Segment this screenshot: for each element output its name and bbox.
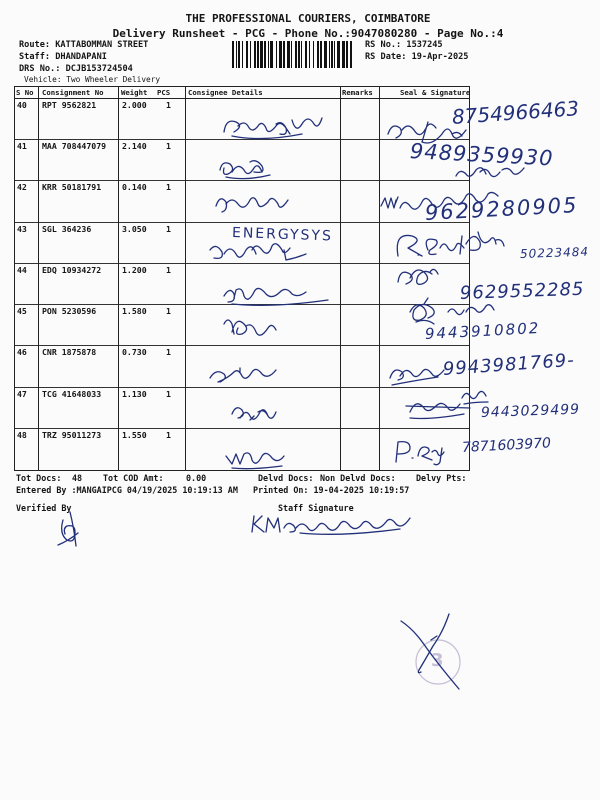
printed-on: Printed On: 19-04-2025 10:19:57 (253, 485, 410, 495)
consignment-number-cell: TCG 41648033 (42, 388, 102, 399)
barcode-bar (309, 41, 310, 68)
pieces-cell: 1 (166, 100, 171, 110)
consignee-note-43: ENERGYSYS (231, 225, 334, 245)
serial-number-cell: 48 (17, 429, 27, 440)
barcode-bar (324, 41, 327, 68)
barcode-bar (295, 41, 297, 68)
stamp-number: 3 (431, 650, 444, 671)
consignment-number-cell: MAA 708447079 (42, 141, 107, 152)
barcode-bar (301, 41, 302, 68)
consignment-number-cell: CNR 1875878 (42, 347, 97, 358)
seal-phone-note-46: 9943981769- (442, 349, 576, 380)
delvy-pts-label: Delvy Pts: (416, 473, 467, 483)
barcode-bar (329, 41, 330, 68)
weight-cell: 1.580 (122, 306, 147, 317)
table-row (15, 346, 469, 387)
pieces-cell: 1 (166, 141, 171, 152)
serial-number-cell: 42 (17, 182, 27, 193)
barcode-bar (313, 41, 314, 68)
table-row (15, 264, 469, 305)
barcode-bar (246, 41, 248, 68)
pieces-cell: 1 (166, 264, 171, 275)
barcode (232, 41, 355, 68)
tot-cod-label: Tot COD Amt: (103, 473, 164, 483)
seal-phone-note-40: 8754966463 (451, 96, 580, 129)
column-header-consignment: Consignment No (42, 88, 104, 97)
serial-number-cell: 41 (17, 141, 27, 152)
barcode-bar (350, 41, 352, 68)
serial-number-cell: 44 (17, 264, 27, 275)
entered-by: Entered By :MANGAIPCG 04/19/2025 10:19:13 AM (16, 485, 238, 495)
tot-docs-value: 48 (72, 473, 83, 483)
barcode-bar (346, 41, 348, 68)
barcode-bar (242, 41, 243, 68)
barcode-bar (232, 41, 234, 68)
table-row (15, 305, 469, 346)
staff-info: Staff: DHANDAPANI (19, 52, 107, 62)
table-header (15, 87, 469, 99)
table-row (15, 429, 469, 470)
barcode-bar (270, 41, 273, 68)
serial-number-cell: 46 (17, 347, 27, 358)
weight-cell: 1.550 (122, 429, 147, 440)
barcode-bar (331, 41, 333, 68)
table-row (15, 388, 469, 429)
drs-number: DRS No.: DCJB153724504 (19, 64, 133, 74)
barcode-bar (264, 41, 266, 68)
serial-number-cell: 45 (17, 306, 27, 317)
consignment-number-cell: TRZ 95011273 (42, 429, 102, 440)
weight-cell: 1.200 (122, 264, 147, 275)
verified-by-signature (58, 512, 78, 546)
seal-phone-note-48: 7871603970 (461, 435, 552, 456)
barcode-bar (279, 41, 282, 68)
runsheet-table (14, 86, 470, 471)
seal-phone-note-41: 9489359930 (409, 139, 555, 171)
barcode-bar (287, 41, 290, 68)
pieces-cell: 1 (166, 388, 171, 399)
barcode-bar (268, 41, 269, 68)
seal-phone-note-44: 9629552285 (459, 278, 585, 304)
column-header-pcs: PCS (157, 88, 171, 97)
column-divider (340, 87, 341, 470)
barcode-bar (276, 41, 277, 68)
route-info: Route: KATTABOMMAN STREET (19, 40, 149, 50)
staff-signature-label: Staff Signature (278, 503, 354, 513)
barcode-bar (238, 41, 240, 68)
pieces-cell: 1 (166, 182, 171, 193)
column-header-seal: Seal & Signature (400, 88, 471, 97)
pieces-cell: 1 (166, 429, 171, 440)
tot-cod-value: 0.00 (186, 473, 207, 483)
consignment-number-cell: PON 5230596 (42, 306, 97, 317)
delvd-docs-label: Delvd Docs: (258, 473, 314, 483)
consignment-number-cell: EDQ 10934272 (42, 264, 102, 275)
serial-number-cell: 40 (17, 100, 27, 110)
weight-cell: 2.000 (122, 100, 147, 110)
tot-docs-label: Tot Docs: (16, 473, 62, 483)
serial-number-cell: 47 (17, 388, 27, 399)
seal-phone-note-47: 9443029499 (480, 401, 581, 421)
column-divider (118, 87, 119, 470)
barcode-bar (260, 41, 263, 68)
non-delvd-docs-label: Non Delvd Docs: (320, 473, 396, 483)
seal-phone-note-42: 9629280905 (424, 192, 580, 225)
column-header-sno: S No (16, 88, 34, 97)
table-row (15, 140, 469, 181)
column-divider (379, 87, 380, 470)
runsheet-subtitle: Delivery Runsheet - PCG - Phone No.:9047080280 - Page No.:4 (112, 27, 504, 40)
weight-cell: 1.130 (122, 388, 147, 399)
barcode-bar (334, 41, 335, 68)
column-divider (185, 87, 186, 470)
consignment-number-cell: SGL 364236 (42, 223, 92, 234)
column-header-consignee: Consignee Details (188, 88, 263, 97)
seal-phone-note-43: 50223484 (519, 244, 590, 261)
weight-cell: 2.140 (122, 141, 147, 152)
barcode-bar (337, 41, 340, 68)
vehicle-info: Vehicle: Two Wheeler Delivery (24, 75, 161, 84)
barcode-bar (305, 41, 307, 68)
serial-number-cell: 43 (17, 223, 27, 234)
barcode-bar (320, 41, 322, 68)
column-header-weight: Weight (121, 88, 148, 97)
barcode-bar (254, 41, 256, 68)
rs-date: RS Date: 19-Apr-2025 (365, 52, 469, 62)
barcode-bar (342, 41, 345, 68)
barcode-bar (298, 41, 300, 68)
weight-cell: 0.140 (122, 182, 147, 193)
barcode-bar (257, 41, 259, 68)
table-row (15, 181, 469, 222)
verified-by-label: Verified By (16, 503, 72, 513)
column-divider (38, 87, 39, 470)
staff-signature (252, 516, 410, 534)
pieces-cell: 1 (166, 347, 171, 358)
consignment-number-cell: RPT 9562821 (42, 100, 97, 110)
cross-mark-signature (401, 614, 459, 689)
barcode-bar (291, 41, 292, 68)
barcode-bar (317, 41, 319, 68)
pieces-cell: 1 (166, 306, 171, 317)
weight-cell: 0.730 (122, 347, 147, 358)
seal-phone-note-45: 9443910802 (424, 318, 541, 343)
table-row (15, 99, 469, 140)
company-title: THE PROFESSIONAL COURIERS, COIMBATORE (185, 12, 431, 25)
barcode-bar (283, 41, 285, 68)
barcode-bar (250, 41, 251, 68)
weight-cell: 3.050 (122, 223, 147, 234)
barcode-bar (236, 41, 237, 68)
column-header-remarks: Remarks (342, 88, 373, 97)
pieces-cell: 1 (166, 223, 171, 234)
rs-number: RS No.: 1537245 (365, 40, 443, 50)
consignment-number-cell: KRR 50181791 (42, 182, 102, 193)
